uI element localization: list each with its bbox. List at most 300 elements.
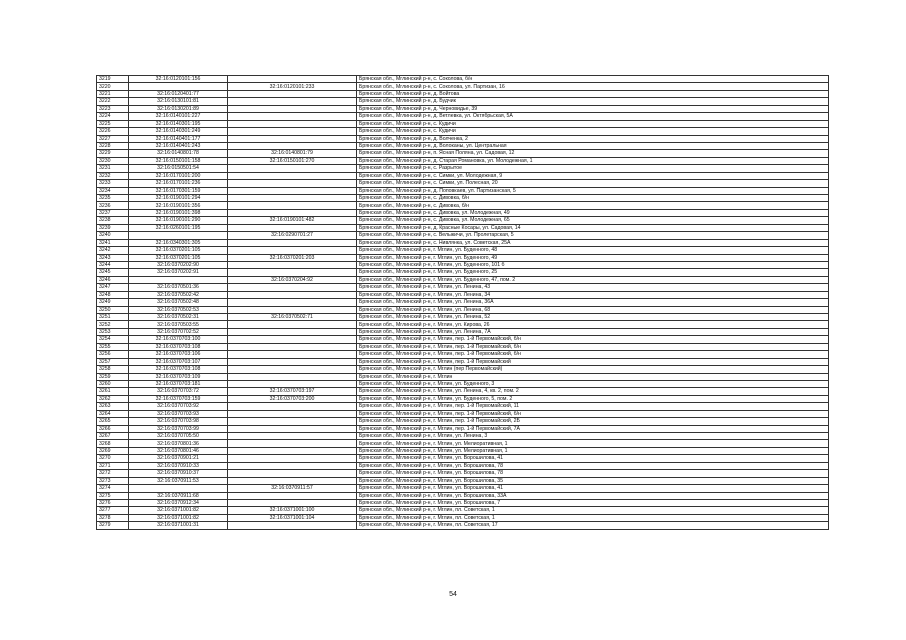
table-row [97,157,829,164]
table-row [97,485,829,492]
linked-cadastral-number-cell [228,477,357,484]
address-cell: Брянская обл., Мглинский р-н, г. Мглин, ул. Ворошилова, 78 [357,470,829,477]
cadastral-number-cell: 32:16:0370202:90 [129,261,228,268]
row-number-cell: 3224 [97,113,129,120]
linked-cadastral-number-cell [228,410,357,417]
address-cell: Брянская обл., Мглинский р-н, г. Мглин, ул. Ленина, 36А [357,299,829,306]
address-cell: Брянская обл., Мглинский р-н, г. Мглин, ул. Буденного, 49 [357,254,829,261]
cadastral-number-cell: 32:16:0370801:36 [129,440,228,447]
linked-cadastral-number-cell [228,499,357,506]
linked-cadastral-number-cell [228,380,357,387]
row-number-cell: 3268 [97,440,129,447]
cadastral-number-cell: 32:16:0370703:181 [129,380,228,387]
cadastral-number-cell: 32:16:0370901:21 [129,455,228,462]
cadastral-number-cell: 32:16:0370703:107 [129,358,228,365]
table-row [97,358,829,365]
cadastral-number-cell: 32:16:0371001:82 [129,507,228,514]
linked-cadastral-number-cell [228,351,357,358]
linked-cadastral-number-cell [228,492,357,499]
cadastral-number-cell: 32:16:0120401:77 [129,90,228,97]
address-cell: Брянская обл., Мглинский р-н, д. Волоканы, ул. Центральная [357,142,829,149]
address-cell: Брянская обл., Мглинский р-н, д. Поповкаев, ул. Партизанская, 5 [357,187,829,194]
address-cell: Брянская обл., Мглинский р-н, г. Мглин, пер. 1-й Первомайский, б/н [357,351,829,358]
row-number-cell: 3222 [97,98,129,105]
table-row [97,180,829,187]
table-row [97,440,829,447]
cadastral-number-cell: 32:16:0130101:81 [129,98,228,105]
linked-cadastral-number-cell [228,98,357,105]
table-row [97,410,829,417]
linked-cadastral-number-cell [228,180,357,187]
table-row [97,477,829,484]
row-number-cell: 3228 [97,142,129,149]
cadastral-number-cell: 32:16:0370703:99 [129,425,228,432]
cadastral-number-cell: 32:16:0370703:72 [129,388,228,395]
cadastral-number-cell: 32:16:0370702:52 [129,328,228,335]
cadastral-number-cell: 32:16:0370703:108 [129,343,228,350]
linked-cadastral-number-cell [228,440,357,447]
table-row [97,447,829,454]
row-number-cell: 3221 [97,90,129,97]
table-row [97,98,829,105]
cadastral-number-cell: 32:16:0370703:109 [129,373,228,380]
address-cell: Брянская обл., Мглинский р-н, с. Нивлянка, ул. Советская, 25А [357,239,829,246]
address-cell: Брянская обл., Мглинский р-н, г. Мглин, ул. Ленина, 34 [357,291,829,298]
address-cell: Брянская обл., Мглинский р-н, д. Войтова [357,90,829,97]
table-row [97,224,829,231]
address-cell: Брянская обл., Мглинский р-н, г. Мглин, пер. 1-й Первомайский, 11 [357,403,829,410]
address-cell: Брянская обл., Мглинский р-н, с. Дивовка, ул. Молодежная, 65 [357,217,829,224]
table-row [97,418,829,425]
address-cell: Брянская обл., Мглинский р-н, с. Кудичи [357,128,829,135]
address-cell: Брянская обл., Мглинский р-н, г. Мглин, ул. Ворошилова, 41 [357,485,829,492]
address-cell: Брянская обл., Мглинский р-н, с. Разрытое [357,165,829,172]
row-number-cell: 3256 [97,351,129,358]
linked-cadastral-number-cell [228,522,357,529]
address-cell: Брянская обл., Мглинский р-н, г. Мглин, ул. Ворошилова, 33А [357,492,829,499]
linked-cadastral-number-cell [228,90,357,97]
linked-cadastral-number-cell: 32:16:0140801:79 [228,150,357,157]
row-number-cell: 3241 [97,239,129,246]
cadastral-number-cell: 32:16:0140401:243 [129,142,228,149]
linked-cadastral-number-cell: 32:16:0190101:482 [228,217,357,224]
table-row [97,261,829,268]
cadastral-number-cell: 32:16:0370911:53 [129,477,228,484]
cadastral-number-cell: 32:16:0370911:68 [129,492,228,499]
address-cell: Брянская обл., Мглинский р-н, г. Мглин, ул. Буденного, 25 [357,269,829,276]
linked-cadastral-number-cell [228,425,357,432]
table-row [97,247,829,254]
row-number-cell: 3250 [97,306,129,313]
address-cell: Брянская обл., Мглинский р-н, д. Красные Косары, ул. Садовая, 14 [357,224,829,231]
address-cell: Брянская обл., Мглинский р-н, г. Мглин, пл. Советская, 1 [357,514,829,521]
row-number-cell: 3246 [97,276,129,283]
linked-cadastral-number-cell: 32:16:0370502:71 [228,314,357,321]
linked-cadastral-number-cell [228,76,357,83]
linked-cadastral-number-cell [228,239,357,246]
cadastral-number-cell: 32:16:0140301:249 [129,128,228,135]
linked-cadastral-number-cell [228,142,357,149]
linked-cadastral-number-cell: 32:16:0370911:57 [228,485,357,492]
table-row [97,433,829,440]
row-number-cell: 3225 [97,120,129,127]
cadastral-number-cell: 32:16:0170101:236 [129,180,228,187]
address-cell: Брянская обл., Мглинский р-н, г. Мглин, пер. 1-й Первомайский, б/н [357,336,829,343]
linked-cadastral-number-cell: 32:16:0370703:197 [228,388,357,395]
linked-cadastral-number-cell: 32:16:0370703:200 [228,395,357,402]
row-number-cell: 3232 [97,172,129,179]
linked-cadastral-number-cell [228,247,357,254]
linked-cadastral-number-cell: 32:16:0150101:270 [228,157,357,164]
cadastral-number-cell: 32:16:0370502:53 [129,306,228,313]
linked-cadastral-number-cell [228,455,357,462]
linked-cadastral-number-cell [228,291,357,298]
row-number-cell: 3271 [97,462,129,469]
table-row [97,462,829,469]
cadastral-number-cell: 32:16:0370201:105 [129,254,228,261]
row-number-cell: 3239 [97,224,129,231]
cadastral-number-cell [129,485,228,492]
cadastral-number-cell: 32:16:0190101:294 [129,195,228,202]
table-row [97,195,829,202]
cadastral-number-cell: 32:16:0370703:159 [129,395,228,402]
table-row [97,239,829,246]
cadastral-number-cell: 32:16:0140801:78 [129,150,228,157]
linked-cadastral-number-cell [228,269,357,276]
row-number-cell: 3278 [97,514,129,521]
address-cell: Брянская обл., Мглинский р-н, г. Мглин, ул. Ленина, 7А [357,328,829,335]
linked-cadastral-number-cell [228,128,357,135]
table-row [97,499,829,506]
row-number-cell: 3235 [97,195,129,202]
address-cell: Брянская обл., Мглинский р-н, д. Черновидье, 39 [357,105,829,112]
table-row [97,470,829,477]
row-number-cell: 3265 [97,418,129,425]
row-number-cell: 3272 [97,470,129,477]
table-row [97,395,829,402]
table-row [97,209,829,216]
table-row [97,314,829,321]
table-row [97,150,829,157]
row-number-cell: 3234 [97,187,129,194]
table-row [97,299,829,306]
table-row [97,83,829,90]
row-number-cell: 3249 [97,299,129,306]
address-cell: Брянская обл., Мглинский р-н, с. Дивовка, б/н [357,202,829,209]
row-number-cell: 3233 [97,180,129,187]
cadastral-number-cell: 32:16:0370801:46 [129,447,228,454]
address-cell: Брянская обл., Мглинский р-н, г. Мглин, ул. Кирова, 26 [357,321,829,328]
linked-cadastral-number-cell [228,209,357,216]
row-number-cell: 3229 [97,150,129,157]
cadastral-number-cell: 32:16:0370912:34 [129,499,228,506]
table-row [97,336,829,343]
table-row [97,306,829,313]
address-cell: Брянская обл., Мглинский р-н, г. Мглин, ул. Ленина, 43 [357,284,829,291]
cadastral-number-cell: 32:16:0130201:89 [129,105,228,112]
address-cell: Брянская обл., Мглинский р-н, г. Мглин, ул. Ворошилова, 41 [357,455,829,462]
cadastral-number-cell: 32:16:0140101:227 [129,113,228,120]
address-cell: Брянская обл., Мглинский р-н, г. Мглин (пер Первомайский) [357,366,829,373]
row-number-cell: 3247 [97,284,129,291]
cadastral-number-cell [129,276,228,283]
cadastral-number-cell: 32:16:0120101:156 [129,76,228,83]
table-row [97,455,829,462]
address-cell: Брянская обл., Мглинский р-н, г. Мглин, ул. Буденного, 47, пом. 2 [357,276,829,283]
row-number-cell: 3266 [97,425,129,432]
linked-cadastral-number-cell [228,321,357,328]
row-number-cell: 3219 [97,76,129,83]
cadastral-number-cell: 32:16:0140301:195 [129,120,228,127]
row-number-cell: 3252 [97,321,129,328]
table-row [97,128,829,135]
row-number-cell: 3223 [97,105,129,112]
cadastral-number-cell: 32:16:0150501:54 [129,165,228,172]
address-cell: Брянская обл., Мглинский р-н, г. Мглин, ул. Ворошилова, 7 [357,499,829,506]
row-number-cell: 3220 [97,83,129,90]
linked-cadastral-number-cell [228,336,357,343]
cadastral-number-cell: 32:16:0370501:36 [129,284,228,291]
address-cell: Брянская обл., Мглинский р-н, с. Соколова, б/н [357,76,829,83]
row-number-cell: 3230 [97,157,129,164]
linked-cadastral-number-cell [228,135,357,142]
address-cell: Брянская обл., Мглинский р-н, п. Ясная Поляна, ул. Садовая, 12 [357,150,829,157]
cadastral-number-cell: 32:16:0150101:158 [129,157,228,164]
cadastral-number-cell: 32:16:0190101:398 [129,209,228,216]
linked-cadastral-number-cell [228,284,357,291]
address-cell: Брянская обл., Мглинский р-н, д. Ветлевка, ул. Октябрьская, 5А [357,113,829,120]
linked-cadastral-number-cell: 32:16:0371001:104 [228,514,357,521]
table-row [97,492,829,499]
address-cell: Брянская обл., Мглинский р-н, г. Мглин, ул. Ленина, 4, кв. 2, пом. 2 [357,388,829,395]
address-cell: Брянская обл., Мглинский р-н, с. Симки, ул. Полесная, 20 [357,180,829,187]
row-number-cell: 3264 [97,410,129,417]
linked-cadastral-number-cell [228,328,357,335]
row-number-cell: 3258 [97,366,129,373]
linked-cadastral-number-cell [228,470,357,477]
address-cell: Брянская обл., Мглинский р-н, г. Мглин, ул. Буденного, 48 [357,247,829,254]
cadastral-number-cell [129,83,228,90]
address-cell: Брянская обл., Мглинский р-н, г. Мглин, ул. Буденного, 3 [357,380,829,387]
table-row [97,321,829,328]
table-row [97,351,829,358]
row-number-cell: 3253 [97,328,129,335]
table-row [97,105,829,112]
table-row [97,187,829,194]
row-number-cell: 3226 [97,128,129,135]
cadastral-number-cell: 32:16:0371001:82 [129,514,228,521]
row-number-cell: 3260 [97,380,129,387]
table-row [97,90,829,97]
row-number-cell: 3243 [97,254,129,261]
address-cell: Брянская обл., Мглинский р-н, д. Волченка, 2 [357,135,829,142]
address-cell: Брянская обл., Мглинский р-н, с. Кудичи [357,120,829,127]
row-number-cell: 3263 [97,403,129,410]
cadastral-number-cell: 32:16:0370503:55 [129,321,228,328]
address-cell: Брянская обл., Мглинский р-н, г. Мглин, пл. Советская, 1 [357,507,829,514]
table-row [97,165,829,172]
row-number-cell: 3257 [97,358,129,365]
linked-cadastral-number-cell [228,447,357,454]
address-cell: Брянская обл., Мглинский р-н, с. Дивовка, ул. Молодежная, 49 [357,209,829,216]
table-row [97,388,829,395]
table-row [97,284,829,291]
cadastral-number-cell: 32:16:0260101:195 [129,224,228,231]
page-number: 54 [449,591,457,598]
cadastral-number-cell: 32:16:0370703:100 [129,336,228,343]
linked-cadastral-number-cell [228,172,357,179]
address-cell: Брянская обл., Мглинский р-н, г. Мглин, ул. Ленина, 68 [357,306,829,313]
table-row [97,425,829,432]
address-cell: Брянская обл., Мглинский р-н, г. Мглин, ул. Мелиоративная, 1 [357,440,829,447]
cadastral-number-cell: 32:16:0140401:177 [129,135,228,142]
cadastral-number-cell: 32:16:0370201:105 [129,247,228,254]
cadastral-number-cell: 32:16:0370502:42 [129,291,228,298]
row-number-cell: 3244 [97,261,129,268]
address-cell: Брянская обл., Мглинский р-н, г. Мглин, ул. Ворошилова, 78 [357,462,829,469]
linked-cadastral-number-cell [228,120,357,127]
table-row [97,380,829,387]
cadastral-number-cell: 32:16:0170101:200 [129,172,228,179]
row-number-cell: 3274 [97,485,129,492]
row-number-cell: 3267 [97,433,129,440]
table-row [97,276,829,283]
row-number-cell: 3227 [97,135,129,142]
linked-cadastral-number-cell: 32:16:0370204:92 [228,276,357,283]
row-number-cell: 3261 [97,388,129,395]
table-row [97,343,829,350]
row-number-cell: 3251 [97,314,129,321]
table-row [97,135,829,142]
address-cell: Брянская обл., Мглинский р-н, г. Мглин [357,373,829,380]
cadastral-number-cell: 32:16:0190101:356 [129,202,228,209]
row-number-cell: 3269 [97,447,129,454]
linked-cadastral-number-cell [228,418,357,425]
table-row [97,232,829,239]
row-number-cell: 3238 [97,217,129,224]
address-cell: Брянская обл., Мглинский р-н, с. Дивовка, б/н [357,195,829,202]
row-number-cell: 3236 [97,202,129,209]
cadastral-number-cell: 32:16:0370703:98 [129,418,228,425]
address-cell: Брянская обл., Мглинский р-н, г. Мглин, пер. 1-й Первомайский [357,358,829,365]
cadastral-number-cell: 32:16:0370703:92 [129,403,228,410]
table-row [97,113,829,120]
registry-table-body [97,76,829,530]
linked-cadastral-number-cell [228,366,357,373]
address-cell: Брянская обл., Мглинский р-н, г. Мглин, ул. Ворошилова, 35 [357,477,829,484]
linked-cadastral-number-cell [228,343,357,350]
table-row [97,254,829,261]
row-number-cell: 3242 [97,247,129,254]
row-number-cell: 3262 [97,395,129,402]
table-row [97,76,829,83]
linked-cadastral-number-cell: 32:16:0370201:203 [228,254,357,261]
linked-cadastral-number-cell [228,373,357,380]
address-cell: Брянская обл., Мглинский р-н, с. Соколова, ул. Партизан, 16 [357,83,829,90]
linked-cadastral-number-cell [228,358,357,365]
table-row [97,142,829,149]
linked-cadastral-number-cell [228,165,357,172]
table-row [97,403,829,410]
table-row [97,522,829,529]
cadastral-number-cell: 32:16:0370910:33 [129,462,228,469]
cadastral-number-cell: 32:16:0370502:48 [129,299,228,306]
row-number-cell: 3254 [97,336,129,343]
table-row [97,507,829,514]
linked-cadastral-number-cell [228,462,357,469]
linked-cadastral-number-cell [228,105,357,112]
row-number-cell: 3273 [97,477,129,484]
cadastral-number-cell: 32:16:0340301:305 [129,239,228,246]
linked-cadastral-number-cell [228,403,357,410]
linked-cadastral-number-cell [228,187,357,194]
cadastral-number-cell: 32:16:0370202:91 [129,269,228,276]
cadastral-number-cell: 32:16:0370705:50 [129,433,228,440]
linked-cadastral-number-cell [228,202,357,209]
linked-cadastral-number-cell: 32:16:0120101:233 [228,83,357,90]
linked-cadastral-number-cell [228,224,357,231]
address-cell: Брянская обл., Мглинский р-н, г. Мглин, пер. 1-й Первомайский, 7А [357,425,829,432]
row-number-cell: 3276 [97,499,129,506]
address-cell: Брянская обл., Мглинский р-н, с. Симки, ул. Молодежная, 9 [357,172,829,179]
cadastral-number-cell: 32:16:0371001:31 [129,522,228,529]
cadastral-number-cell: 32:16:0190101:290 [129,217,228,224]
cadastral-number-cell: 32:16:0370703:93 [129,410,228,417]
linked-cadastral-number-cell [228,261,357,268]
table-row [97,217,829,224]
row-number-cell: 3275 [97,492,129,499]
row-number-cell: 3277 [97,507,129,514]
table-row [97,328,829,335]
row-number-cell: 3237 [97,209,129,216]
address-cell: Брянская обл., Мглинский р-н, д. Будчик [357,98,829,105]
linked-cadastral-number-cell: 32:16:0371001:100 [228,507,357,514]
address-cell: Брянская обл., Мглинский р-н, г. Мглин, ул. Буденного, 5, пом. 2 [357,395,829,402]
address-cell: Брянская обл., Мглинский р-н, д. Старая Романовка, ул. Молодежная, 1 [357,157,829,164]
cadastral-number-cell: 32:16:0370703:108 [129,366,228,373]
row-number-cell: 3255 [97,343,129,350]
linked-cadastral-number-cell [228,433,357,440]
table-row [97,291,829,298]
table-row [97,172,829,179]
address-cell: Брянская обл., Мглинский р-н, г. Мглин, пл. Советская, 17 [357,522,829,529]
row-number-cell: 3270 [97,455,129,462]
address-cell: Брянская обл., Мглинский р-н, г. Мглин, ул. Ленина, 3 [357,433,829,440]
address-cell: Брянская обл., Мглинский р-н, г. Мглин, пер. 1-й Первомайский, б/н [357,410,829,417]
cadastral-number-cell: 32:16:0370910:37 [129,470,228,477]
address-cell: Брянская обл., Мглинский р-н, г. Мглин, пер. 1-й Первомайский, б/н [357,343,829,350]
linked-cadastral-number-cell [228,299,357,306]
cadastral-number-cell: 32:16:0370703:106 [129,351,228,358]
linked-cadastral-number-cell [228,306,357,313]
cadastral-number-cell: 32:16:0370502:31 [129,314,228,321]
linked-cadastral-number-cell [228,113,357,120]
table-row [97,373,829,380]
table-row [97,202,829,209]
address-cell: Брянская обл., Мглинский р-н, г. Мглин, пер. 1-й Первомайский, 2Б [357,418,829,425]
row-number-cell: 3245 [97,269,129,276]
table-row [97,366,829,373]
row-number-cell: 3231 [97,165,129,172]
address-cell: Брянская обл., Мглинский р-н, г. Мглин, ул. Ленина, 52 [357,314,829,321]
linked-cadastral-number-cell [228,195,357,202]
row-number-cell: 3259 [97,373,129,380]
cadastral-number-cell [129,232,228,239]
address-cell: Брянская обл., Мглинский р-н, г. Мглин, ул. Мелиоративная, 1 [357,447,829,454]
linked-cadastral-number-cell: 32:16:0290701:27 [228,232,357,239]
address-cell: Брянская обл., Мглинский р-н, г. Мглин, ул. Буденного, 101 б [357,261,829,268]
cadastral-number-cell: 32:16:0170301:159 [129,187,228,194]
